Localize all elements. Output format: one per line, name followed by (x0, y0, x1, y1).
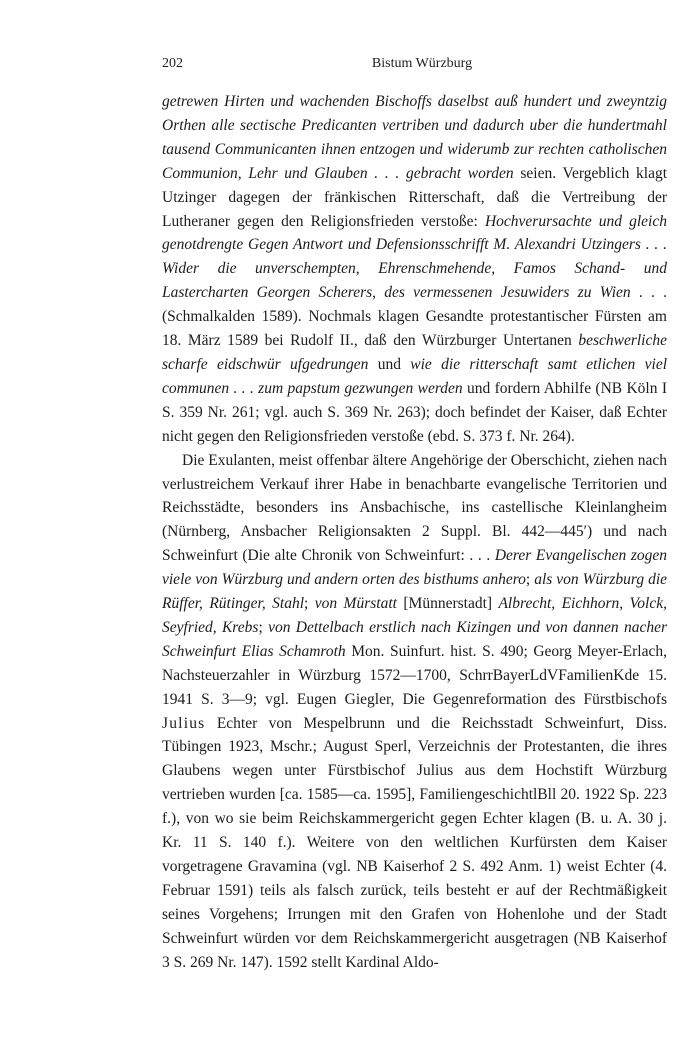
italic-run: Albrecht, Eichhorn, Volck, Seyfried, Krebs (162, 595, 667, 636)
paragraph (162, 90, 667, 449)
page-number: 202 (162, 56, 183, 71)
body-text (162, 90, 667, 975)
italic-run: Derer Evangelischen zogen viele von Würzburg und andern orten des bisthums anhero (162, 547, 667, 589)
italic-run: Hochverursachte und gleich genotdrengte Gegen Antwort und Defensionsschrifft M. Alexandri Utzingers . . . Wider die unverschempten, Ehrenschmehende, Famos Schand- und Lastercharten Georgen Scherers, des vermessenen Jesuwiders zu Wien (162, 212, 667, 302)
italic-run: wie die ritterschaft samt etlichen viel communen . . . zum papstum gezwungen werden (162, 355, 667, 397)
text-run: . . . (Schmalkalden 1589). Nochmals klagen Gesandte protestantischer Fürsten am 18. März 1589 bei Rudolf II., daß den Würzburger Untertanen (162, 284, 667, 350)
paragraph (162, 449, 667, 975)
italic-run: beschwerliche scharfe eidschwür ufgedrungen (162, 332, 667, 373)
italic-run: als von Würzburg die Rüffer, Rütinger, Stahl (162, 571, 668, 613)
text-run: seien. Vergeblich klagt Utzinger dagegen der fränkischen Ritterschaft, daß die Vertreibung der Lutheraner gegen den Religionsfrieden verstoße: (162, 164, 668, 230)
text-run: und (368, 355, 411, 373)
text-run: Echter von Mespelbrunn und die Reichsstadt Schweinfurt, Diss. Tübingen 1923, Mschr.; August Sperl, Verzeichnis der Protestanten, die ihres Glaubens wegen unter Fürstbischof Julius aus dem Hochstift Würzburg vertrieben wurden [ca. 1585—ca. 1595], FamiliengeschichtlBll 20. 1922 Sp. 223 f.), von wo sie beim Reichskammergericht gegen Echter klagen (B. u. A. 30 j. Kr. 11 S. 140 f.). Weitere von den weltlichen Kurfürsten dem Kaiser vorgetragene Gravamina (vgl. NB Kaiserhof 2 S. 492 Anm. 1) weist Echter (4. Februar 1591) teils als falsch zurück, teils besteht er auf der Rechtmäßigkeit seines Vorgehens; Irrungen mit den Grafen von Hohenlohe und der Stadt Schweinfurt würden vor dem Reichskammergericht ausgetragen (NB Kaiserhof 3 S. 269 Nr. 147). 1592 stellt Kardinal Aldo- (162, 714, 667, 971)
text-run: ; (525, 571, 535, 589)
text-run: ; (304, 595, 315, 613)
text-run: Julius (162, 714, 206, 732)
text-run: ; (258, 618, 269, 636)
text-run: [Münnerstadt] (396, 595, 499, 613)
italic-run: von Mürstatt (314, 595, 397, 613)
text-run: Die Exulanten, meist offenbar ältere Angehörige der Oberschicht, ziehen nach verlustreichem Verkauf ihrer Habe in benachbarte evangelische Territorien und Reichsstädte, besonders ins Ansbachische, ins castellische Kleinlangheim (Nürnberg, Ansbacher Religionsakten 2 Suppl. Bl. 442—445′) und nach Schweinfurt (Die alte Chronik von Schweinfurt: . . . (162, 451, 667, 565)
text-run: und fordern Abhilfe (NB Köln I S. 359 Nr. 261; vgl. auch S. 369 Nr. 263); doch befindet der Kaiser, daß Echter nicht gegen den Religionsfrieden verstoße (ebd. S. 373 f. Nr. 264). (162, 379, 667, 445)
italic-run: von Dettelbach erstlich nach Kizingen und von dannen nacher Schweinfurt Elias Schamroth (162, 618, 667, 660)
page-header (162, 56, 652, 80)
running-title: Bistum Würzburg (371, 56, 473, 71)
text-run: Mon. Suinfurt. hist. S. 490; Georg Meyer-Erlach, Nachsteuerzahler in Würzburg 1572—1700, SchrrBayerLdVFamilienKde 15. 1941 S. 3—9; vgl. Eugen Giegler, Die Gegenreformation des Fürstbischofs (162, 642, 667, 708)
italic-run: getrewen Hirten und wachenden Bischoffs daselbst auß hundert und zweyntzig Orthen alle sectische Predicanten vertriben und dadurch uber die hundertmahl tausend Communicanten ihnen entzogen und widerumb zur rechten catholischen Communion, Lehr und Glauben . . . gebracht worden (162, 93, 667, 182)
